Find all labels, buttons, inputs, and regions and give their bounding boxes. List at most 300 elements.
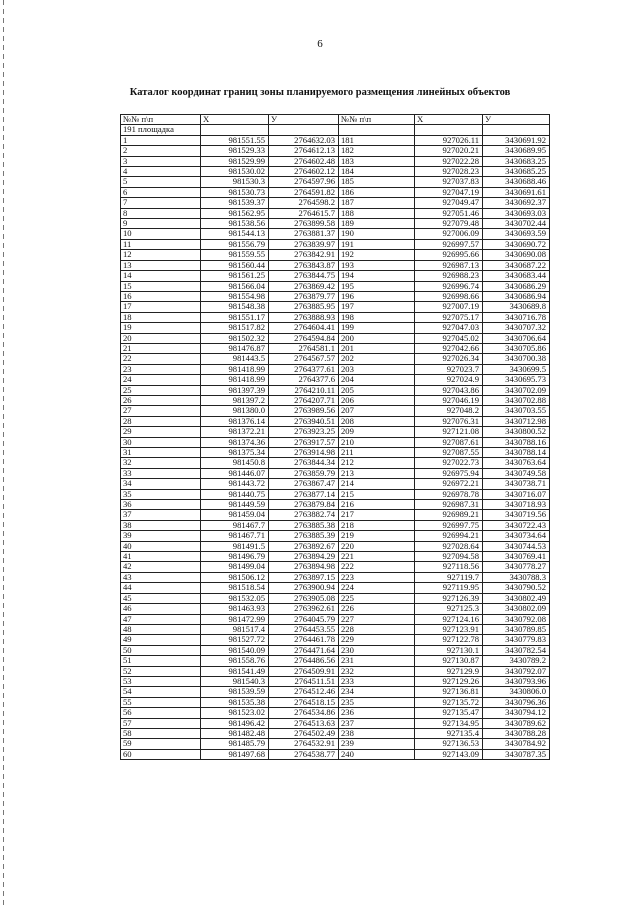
x-coordinate-cell: 981497.68 bbox=[201, 749, 269, 759]
table-row bbox=[121, 135, 550, 145]
point-number-cell: 20 bbox=[121, 333, 201, 343]
x-coordinate-cell: 981496.42 bbox=[201, 718, 269, 728]
point-number-cell: 225 bbox=[339, 593, 415, 603]
point-number-cell: 13 bbox=[121, 260, 201, 270]
x-coordinate-cell: 927049.47 bbox=[415, 198, 483, 208]
point-number-cell: 18 bbox=[121, 312, 201, 322]
point-number-cell: 55 bbox=[121, 697, 201, 707]
point-number-cell: 233 bbox=[339, 676, 415, 686]
x-coordinate-cell: 927136.53 bbox=[415, 739, 483, 749]
table-row bbox=[121, 198, 550, 208]
y-coordinate-cell: 3430802.49 bbox=[483, 593, 550, 603]
point-number-cell: 36 bbox=[121, 500, 201, 510]
table-row bbox=[121, 541, 550, 551]
coordinates-table-body bbox=[121, 115, 550, 760]
section-label-row bbox=[121, 125, 550, 135]
point-number-cell: 181 bbox=[339, 135, 415, 145]
x-coordinate-cell: 927043.86 bbox=[415, 385, 483, 395]
point-number-cell: 58 bbox=[121, 728, 201, 738]
point-number-cell: 237 bbox=[339, 718, 415, 728]
y-coordinate-cell: 3430699.5 bbox=[483, 364, 550, 374]
point-number-cell: 202 bbox=[339, 354, 415, 364]
table-row bbox=[121, 479, 550, 489]
y-coordinate-cell: 2764511.51 bbox=[269, 676, 339, 686]
x-coordinate-cell: 927047.19 bbox=[415, 187, 483, 197]
x-coordinate-cell: 927022.28 bbox=[415, 156, 483, 166]
point-number-cell: 23 bbox=[121, 364, 201, 374]
point-number-cell: 40 bbox=[121, 541, 201, 551]
point-number-cell: 197 bbox=[339, 302, 415, 312]
point-number-cell: 232 bbox=[339, 666, 415, 676]
x-coordinate-cell: 981517.4 bbox=[201, 624, 269, 634]
table-row bbox=[121, 260, 550, 270]
point-number-cell: 190 bbox=[339, 229, 415, 239]
x-coordinate-cell: 927048.2 bbox=[415, 406, 483, 416]
x-coordinate-cell: 981418.99 bbox=[201, 364, 269, 374]
table-row bbox=[121, 510, 550, 520]
x-coordinate-cell: 927087.55 bbox=[415, 448, 483, 458]
point-number-cell: 223 bbox=[339, 572, 415, 582]
table-row bbox=[121, 385, 550, 395]
x-coordinate-cell: 981476.87 bbox=[201, 343, 269, 353]
point-number-cell: 31 bbox=[121, 448, 201, 458]
table-row bbox=[121, 167, 550, 177]
y-coordinate-cell: 3430789.62 bbox=[483, 718, 550, 728]
y-coordinate-cell: 2764602.48 bbox=[269, 156, 339, 166]
y-coordinate-cell: 2764567.57 bbox=[269, 354, 339, 364]
y-coordinate-cell: 2763962.61 bbox=[269, 604, 339, 614]
point-number-cell: 32 bbox=[121, 458, 201, 468]
y-coordinate-cell: 2763899.58 bbox=[269, 219, 339, 229]
y-coordinate-cell: 3430706.64 bbox=[483, 333, 550, 343]
x-coordinate-cell: 981562.95 bbox=[201, 208, 269, 218]
table-row bbox=[121, 406, 550, 416]
point-number-cell: 231 bbox=[339, 656, 415, 666]
x-coordinate-cell: 981539.37 bbox=[201, 198, 269, 208]
point-number-cell: 46 bbox=[121, 604, 201, 614]
y-coordinate-cell: 3430683.25 bbox=[483, 156, 550, 166]
y-coordinate-cell: 3430794.12 bbox=[483, 708, 550, 718]
point-number-cell: 207 bbox=[339, 406, 415, 416]
x-coordinate-cell: 981467.7 bbox=[201, 520, 269, 530]
table-row bbox=[121, 156, 550, 166]
header-cell: №№ п\п bbox=[339, 115, 415, 125]
x-coordinate-cell: 981530.73 bbox=[201, 187, 269, 197]
point-number-cell: 186 bbox=[339, 187, 415, 197]
y-coordinate-cell: 3430796.36 bbox=[483, 697, 550, 707]
x-coordinate-cell: 927028.64 bbox=[415, 541, 483, 551]
point-number-cell: 53 bbox=[121, 676, 201, 686]
y-coordinate-cell: 3430788.3 bbox=[483, 572, 550, 582]
table-row bbox=[121, 375, 550, 385]
x-coordinate-cell: 926988.23 bbox=[415, 271, 483, 281]
y-coordinate-cell: 2763885.95 bbox=[269, 302, 339, 312]
y-coordinate-cell: 3430685.25 bbox=[483, 167, 550, 177]
y-coordinate-cell: 2763844.34 bbox=[269, 458, 339, 468]
table-row bbox=[121, 229, 550, 239]
point-number-cell: 52 bbox=[121, 666, 201, 676]
y-coordinate-cell: 2764602.12 bbox=[269, 167, 339, 177]
point-number-cell: 28 bbox=[121, 416, 201, 426]
table-row bbox=[121, 604, 550, 614]
point-number-cell: 50 bbox=[121, 645, 201, 655]
x-coordinate-cell: 981397.39 bbox=[201, 385, 269, 395]
x-coordinate-cell: 926994.21 bbox=[415, 531, 483, 541]
x-coordinate-cell: 926995.66 bbox=[415, 250, 483, 260]
point-number-cell: 24 bbox=[121, 375, 201, 385]
y-coordinate-cell: 2763843.87 bbox=[269, 260, 339, 270]
y-coordinate-cell: 2764612.13 bbox=[269, 146, 339, 156]
y-coordinate-cell: 3430689.8 bbox=[483, 302, 550, 312]
table-row bbox=[121, 448, 550, 458]
point-number-cell: 29 bbox=[121, 427, 201, 437]
x-coordinate-cell: 927125.3 bbox=[415, 604, 483, 614]
point-number-cell: 7 bbox=[121, 198, 201, 208]
y-coordinate-cell: 3430707.32 bbox=[483, 323, 550, 333]
table-row bbox=[121, 624, 550, 634]
x-coordinate-cell: 927118.56 bbox=[415, 562, 483, 572]
x-coordinate-cell: 981482.48 bbox=[201, 728, 269, 738]
point-number-cell: 34 bbox=[121, 479, 201, 489]
x-coordinate-cell: 927020.21 bbox=[415, 146, 483, 156]
x-coordinate-cell: 927135.72 bbox=[415, 697, 483, 707]
y-coordinate-cell: 3430718.93 bbox=[483, 500, 550, 510]
table-row bbox=[121, 146, 550, 156]
y-coordinate-cell: 3430691.61 bbox=[483, 187, 550, 197]
y-coordinate-cell: 3430806.0 bbox=[483, 687, 550, 697]
point-number-cell: 239 bbox=[339, 739, 415, 749]
x-coordinate-cell: 981376.14 bbox=[201, 416, 269, 426]
y-coordinate-cell: 3430702.44 bbox=[483, 219, 550, 229]
x-coordinate-cell: 981380.0 bbox=[201, 406, 269, 416]
point-number-cell: 220 bbox=[339, 541, 415, 551]
x-coordinate-cell: 981450.8 bbox=[201, 458, 269, 468]
x-coordinate-cell: 927135.47 bbox=[415, 708, 483, 718]
x-coordinate-cell: 927022.73 bbox=[415, 458, 483, 468]
table-row bbox=[121, 364, 550, 374]
x-coordinate-cell: 981541.49 bbox=[201, 666, 269, 676]
y-coordinate-cell: 3430702.88 bbox=[483, 395, 550, 405]
point-number-cell: 219 bbox=[339, 531, 415, 541]
point-number-cell: 4 bbox=[121, 167, 201, 177]
point-number-cell: 37 bbox=[121, 510, 201, 520]
point-number-cell: 17 bbox=[121, 302, 201, 312]
point-number-cell: 16 bbox=[121, 291, 201, 301]
table-row bbox=[121, 354, 550, 364]
point-number-cell: 44 bbox=[121, 583, 201, 593]
x-coordinate-cell: 981529.99 bbox=[201, 156, 269, 166]
x-coordinate-cell: 981502.32 bbox=[201, 333, 269, 343]
point-number-cell: 189 bbox=[339, 219, 415, 229]
point-number-cell: 216 bbox=[339, 500, 415, 510]
header-cell: X bbox=[415, 115, 483, 125]
x-coordinate-cell: 981551.55 bbox=[201, 135, 269, 145]
point-number-cell: 12 bbox=[121, 250, 201, 260]
point-number-cell: 226 bbox=[339, 604, 415, 614]
point-number-cell: 221 bbox=[339, 552, 415, 562]
point-number-cell: 49 bbox=[121, 635, 201, 645]
table-row bbox=[121, 656, 550, 666]
y-coordinate-cell: 3430793.96 bbox=[483, 676, 550, 686]
y-coordinate-cell: 2763905.08 bbox=[269, 593, 339, 603]
point-number-cell: 5 bbox=[121, 177, 201, 187]
point-number-cell: 54 bbox=[121, 687, 201, 697]
x-coordinate-cell: 981554.98 bbox=[201, 291, 269, 301]
x-coordinate-cell: 981397.2 bbox=[201, 395, 269, 405]
point-number-cell: 57 bbox=[121, 718, 201, 728]
x-coordinate-cell: 981485.79 bbox=[201, 739, 269, 749]
y-coordinate-cell: 2763877.14 bbox=[269, 489, 339, 499]
y-coordinate-cell: 2764207.71 bbox=[269, 395, 339, 405]
y-coordinate-cell: 2764210.11 bbox=[269, 385, 339, 395]
table-row bbox=[121, 271, 550, 281]
table-row bbox=[121, 219, 550, 229]
y-coordinate-cell: 2764471.64 bbox=[269, 645, 339, 655]
y-coordinate-cell: 3430738.71 bbox=[483, 479, 550, 489]
y-coordinate-cell: 3430788.16 bbox=[483, 437, 550, 447]
y-coordinate-cell: 2764512.46 bbox=[269, 687, 339, 697]
y-coordinate-cell: 2764486.56 bbox=[269, 656, 339, 666]
y-coordinate-cell: 2763917.57 bbox=[269, 437, 339, 447]
y-coordinate-cell: 2763881.37 bbox=[269, 229, 339, 239]
point-number-cell: 204 bbox=[339, 375, 415, 385]
y-coordinate-cell: 2763989.56 bbox=[269, 406, 339, 416]
y-coordinate-cell: 2764604.41 bbox=[269, 323, 339, 333]
x-coordinate-cell: 927026.11 bbox=[415, 135, 483, 145]
x-coordinate-cell: 981559.55 bbox=[201, 250, 269, 260]
x-coordinate-cell: 981518.54 bbox=[201, 583, 269, 593]
point-number-cell: 184 bbox=[339, 167, 415, 177]
y-coordinate-cell: 3430703.55 bbox=[483, 406, 550, 416]
point-number-cell: 39 bbox=[121, 531, 201, 541]
x-coordinate-cell: 981535.38 bbox=[201, 697, 269, 707]
x-coordinate-cell: 981544.13 bbox=[201, 229, 269, 239]
point-number-cell: 235 bbox=[339, 697, 415, 707]
table-row bbox=[121, 739, 550, 749]
x-coordinate-cell: 981539.59 bbox=[201, 687, 269, 697]
y-coordinate-cell: 3430722.43 bbox=[483, 520, 550, 530]
table-row bbox=[121, 468, 550, 478]
x-coordinate-cell: 927045.02 bbox=[415, 333, 483, 343]
y-coordinate-cell: 2764594.84 bbox=[269, 333, 339, 343]
point-number-cell: 236 bbox=[339, 708, 415, 718]
y-coordinate-cell: 3430692.37 bbox=[483, 198, 550, 208]
y-coordinate-cell: 3430779.83 bbox=[483, 635, 550, 645]
point-number-cell: 26 bbox=[121, 395, 201, 405]
y-coordinate-cell: 3430690.72 bbox=[483, 239, 550, 249]
y-coordinate-cell: 2763923.25 bbox=[269, 427, 339, 437]
x-coordinate-cell: 981463.93 bbox=[201, 604, 269, 614]
x-coordinate-cell: 927135.4 bbox=[415, 728, 483, 738]
x-coordinate-cell: 926998.66 bbox=[415, 291, 483, 301]
y-coordinate-cell: 2763897.15 bbox=[269, 572, 339, 582]
point-number-cell: 206 bbox=[339, 395, 415, 405]
x-coordinate-cell: 926972.21 bbox=[415, 479, 483, 489]
point-number-cell: 182 bbox=[339, 146, 415, 156]
x-coordinate-cell: 981443.72 bbox=[201, 479, 269, 489]
y-coordinate-cell: 3430716.07 bbox=[483, 489, 550, 499]
point-number-cell: 27 bbox=[121, 406, 201, 416]
y-coordinate-cell: 3430691.92 bbox=[483, 135, 550, 145]
y-coordinate-cell: 2764597.96 bbox=[269, 177, 339, 187]
point-number-cell: 35 bbox=[121, 489, 201, 499]
table-row bbox=[121, 728, 550, 738]
point-number-cell: 212 bbox=[339, 458, 415, 468]
table-row bbox=[121, 572, 550, 582]
point-number-cell: 240 bbox=[339, 749, 415, 759]
point-number-cell: 56 bbox=[121, 708, 201, 718]
table-row bbox=[121, 323, 550, 333]
left-margin-border bbox=[3, 0, 4, 905]
x-coordinate-cell: 981440.75 bbox=[201, 489, 269, 499]
x-coordinate-cell: 981529.33 bbox=[201, 146, 269, 156]
y-coordinate-cell: 2763900.94 bbox=[269, 583, 339, 593]
point-number-cell: 217 bbox=[339, 510, 415, 520]
table-row bbox=[121, 593, 550, 603]
header-cell: №№ п\п bbox=[121, 115, 201, 125]
x-coordinate-cell: 927130.87 bbox=[415, 656, 483, 666]
point-number-cell: 185 bbox=[339, 177, 415, 187]
x-coordinate-cell: 981540.09 bbox=[201, 645, 269, 655]
x-coordinate-cell: 927122.78 bbox=[415, 635, 483, 645]
y-coordinate-cell: 3430693.03 bbox=[483, 208, 550, 218]
table-row bbox=[121, 458, 550, 468]
point-number-cell: 3 bbox=[121, 156, 201, 166]
point-number-cell: 215 bbox=[339, 489, 415, 499]
table-row bbox=[121, 437, 550, 447]
point-number-cell: 41 bbox=[121, 552, 201, 562]
table-row bbox=[121, 416, 550, 426]
x-coordinate-cell: 981418.99 bbox=[201, 375, 269, 385]
x-coordinate-cell: 927023.7 bbox=[415, 364, 483, 374]
point-number-cell: 191 bbox=[339, 239, 415, 249]
header-cell: У bbox=[269, 115, 339, 125]
x-coordinate-cell: 981375.34 bbox=[201, 448, 269, 458]
y-coordinate-cell: 2764513.63 bbox=[269, 718, 339, 728]
point-number-cell: 51 bbox=[121, 656, 201, 666]
page-number: 6 bbox=[317, 38, 323, 50]
y-coordinate-cell: 3430749.58 bbox=[483, 468, 550, 478]
table-row bbox=[121, 343, 550, 353]
x-coordinate-cell: 927121.08 bbox=[415, 427, 483, 437]
x-coordinate-cell: 981472.99 bbox=[201, 614, 269, 624]
y-coordinate-cell: 3430686.29 bbox=[483, 281, 550, 291]
y-coordinate-cell: 3430688.46 bbox=[483, 177, 550, 187]
table-row bbox=[121, 239, 550, 249]
x-coordinate-cell: 927046.19 bbox=[415, 395, 483, 405]
table-row bbox=[121, 177, 550, 187]
table-row bbox=[121, 208, 550, 218]
x-coordinate-cell: 927051.46 bbox=[415, 208, 483, 218]
y-coordinate-cell: 3430702.09 bbox=[483, 385, 550, 395]
y-coordinate-cell: 3430792.07 bbox=[483, 666, 550, 676]
table-row bbox=[121, 718, 550, 728]
point-number-cell: 30 bbox=[121, 437, 201, 447]
y-coordinate-cell: 3430769.41 bbox=[483, 552, 550, 562]
x-coordinate-cell: 981467.71 bbox=[201, 531, 269, 541]
y-coordinate-cell: 2763882.74 bbox=[269, 510, 339, 520]
y-coordinate-cell: 2764538.77 bbox=[269, 749, 339, 759]
point-number-cell: 45 bbox=[121, 593, 201, 603]
point-number-cell: 22 bbox=[121, 354, 201, 364]
x-coordinate-cell: 927007.19 bbox=[415, 302, 483, 312]
point-number-cell: 200 bbox=[339, 333, 415, 343]
x-coordinate-cell: 981556.79 bbox=[201, 239, 269, 249]
x-coordinate-cell: 927136.81 bbox=[415, 687, 483, 697]
x-coordinate-cell: 927026.34 bbox=[415, 354, 483, 364]
point-number-cell: 14 bbox=[121, 271, 201, 281]
point-number-cell: 188 bbox=[339, 208, 415, 218]
table-row bbox=[121, 676, 550, 686]
document-title: Каталог координат границ зоны планируемого размещения линейных объектов bbox=[129, 87, 511, 98]
y-coordinate-cell: 2764518.15 bbox=[269, 697, 339, 707]
y-coordinate-cell: 3430693.59 bbox=[483, 229, 550, 239]
x-coordinate-cell: 981374.36 bbox=[201, 437, 269, 447]
y-coordinate-cell: 3430686.94 bbox=[483, 291, 550, 301]
x-coordinate-cell: 927087.61 bbox=[415, 437, 483, 447]
y-coordinate-cell: 3430792.08 bbox=[483, 614, 550, 624]
x-coordinate-cell: 981459.04 bbox=[201, 510, 269, 520]
y-coordinate-cell: 3430789.2 bbox=[483, 656, 550, 666]
point-number-cell: 10 bbox=[121, 229, 201, 239]
y-coordinate-cell: 2763839.97 bbox=[269, 239, 339, 249]
y-coordinate-cell: 2764509.91 bbox=[269, 666, 339, 676]
table-row bbox=[121, 645, 550, 655]
x-coordinate-cell: 926975.94 bbox=[415, 468, 483, 478]
y-coordinate-cell: 2764045.79 bbox=[269, 614, 339, 624]
x-coordinate-cell: 926997.75 bbox=[415, 520, 483, 530]
y-coordinate-cell: 2764615.7 bbox=[269, 208, 339, 218]
point-number-cell: 218 bbox=[339, 520, 415, 530]
point-number-cell: 8 bbox=[121, 208, 201, 218]
x-coordinate-cell: 926996.74 bbox=[415, 281, 483, 291]
point-number-cell: 9 bbox=[121, 219, 201, 229]
x-coordinate-cell: 981530.02 bbox=[201, 167, 269, 177]
point-number-cell: 192 bbox=[339, 250, 415, 260]
point-number-cell: 230 bbox=[339, 645, 415, 655]
table-row bbox=[121, 427, 550, 437]
y-coordinate-cell: 2763885.38 bbox=[269, 520, 339, 530]
y-coordinate-cell: 2764502.49 bbox=[269, 728, 339, 738]
table-row bbox=[121, 187, 550, 197]
y-coordinate-cell: 3430687.22 bbox=[483, 260, 550, 270]
x-coordinate-cell: 927094.58 bbox=[415, 552, 483, 562]
x-coordinate-cell: 927134.95 bbox=[415, 718, 483, 728]
table-row bbox=[121, 635, 550, 645]
x-coordinate-cell: 927129.9 bbox=[415, 666, 483, 676]
x-coordinate-cell: 927024.9 bbox=[415, 375, 483, 385]
y-coordinate-cell: 2764532.91 bbox=[269, 739, 339, 749]
x-coordinate-cell: 981517.82 bbox=[201, 323, 269, 333]
y-coordinate-cell: 3430712.98 bbox=[483, 416, 550, 426]
x-coordinate-cell: 981532.05 bbox=[201, 593, 269, 603]
y-coordinate-cell: 2763888.93 bbox=[269, 312, 339, 322]
table-row bbox=[121, 614, 550, 624]
table-row bbox=[121, 666, 550, 676]
y-coordinate-cell: 2763894.98 bbox=[269, 562, 339, 572]
y-coordinate-cell: 3430788.28 bbox=[483, 728, 550, 738]
point-number-cell: 47 bbox=[121, 614, 201, 624]
point-number-cell: 195 bbox=[339, 281, 415, 291]
point-number-cell: 210 bbox=[339, 437, 415, 447]
table-row bbox=[121, 250, 550, 260]
table-row bbox=[121, 697, 550, 707]
x-coordinate-cell: 981566.04 bbox=[201, 281, 269, 291]
x-coordinate-cell: 981506.12 bbox=[201, 572, 269, 582]
y-coordinate-cell: 2764534.86 bbox=[269, 708, 339, 718]
point-number-cell: 209 bbox=[339, 427, 415, 437]
x-coordinate-cell: 927129.26 bbox=[415, 676, 483, 686]
